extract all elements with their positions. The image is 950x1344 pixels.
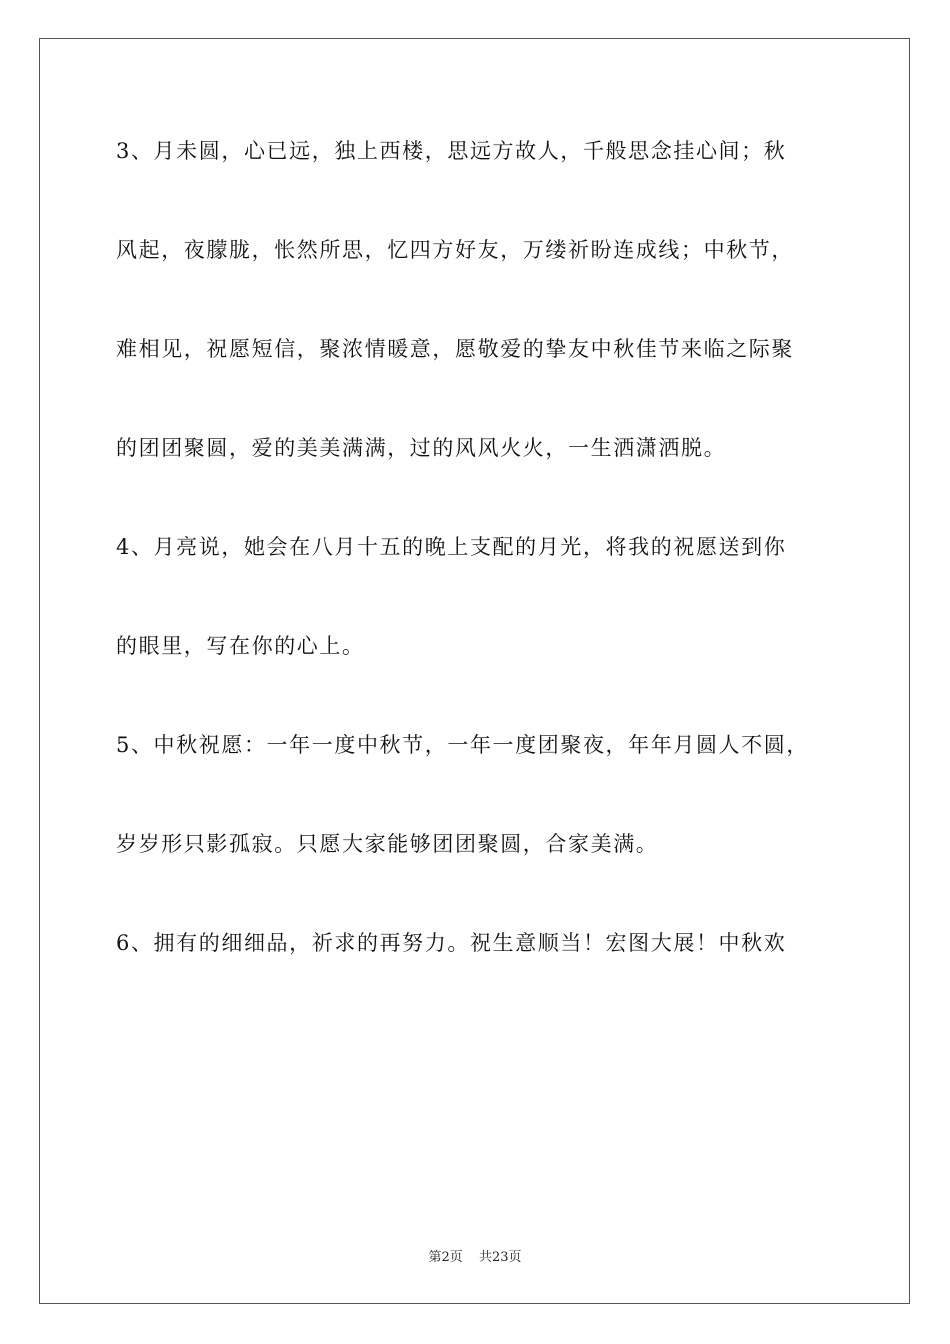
text-line-3: 难相见，祝愿短信，聚浓情暖意，愿敬爱的挚友中秋佳节来临之际聚 [116, 337, 794, 361]
text-line-2: 风起，夜朦胧，怅然所思，忆四方好友，万缕祈盼连成线；中秋节， [116, 238, 794, 262]
text-line-7: 5、中秋祝愿：一年一度中秋节，一年一度团聚夜，年年月圆人不圆， [116, 733, 809, 757]
page-number: 第2页 [428, 1250, 463, 1265]
text-line-1: 3、月未圆，心已远，独上西楼，思远方故人，千般思念挂心间；秋 [116, 139, 787, 163]
text-line-9: 6、拥有的细细品，祈求的再努力。祝生意顺当！宏图大展！中秋欢 [116, 931, 787, 955]
page-footer [0, 1246, 950, 1265]
document-body [116, 126, 846, 1017]
text-line-4: 的团团聚圆，爱的美美满满，过的风风火火，一生洒潇洒脱。 [116, 436, 727, 460]
text-line-6: 的眼里，写在你的心上。 [116, 634, 365, 658]
page-total: 共23页 [478, 1250, 522, 1265]
text-line-5: 4、月亮说，她会在八月十五的晚上支配的月光，将我的祝愿送到你 [116, 535, 787, 559]
text-line-8: 岁岁形只影孤寂。只愿大家能够团团聚圆，合家美满。 [116, 832, 659, 856]
